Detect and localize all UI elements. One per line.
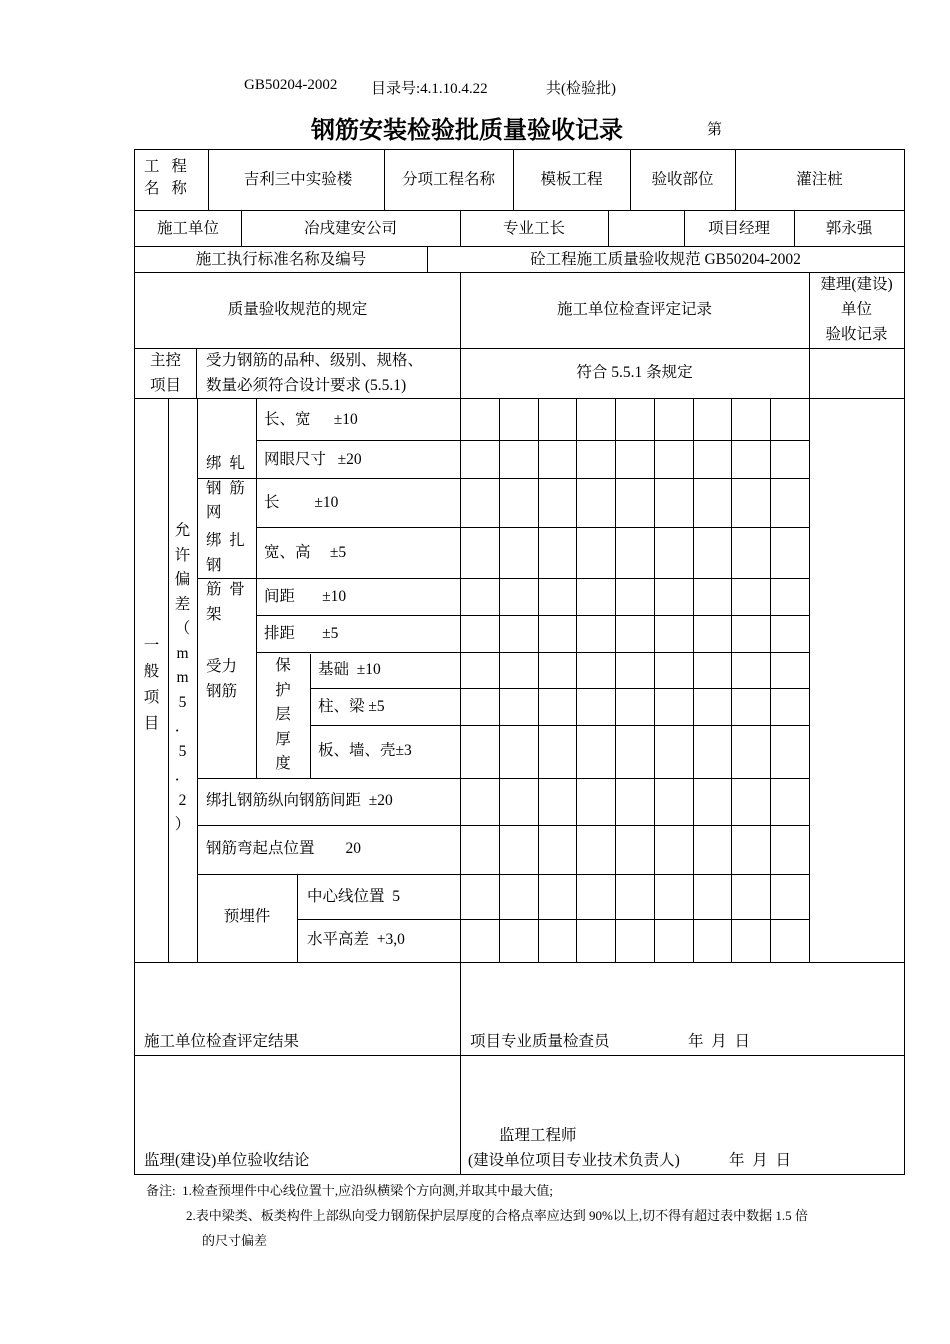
quality-inspector-label: 项目专业质量检查员: [470, 1033, 610, 1050]
mesh-opening-size: 网眼尺寸 ±20: [264, 451, 362, 468]
tech-lead-label: (建设单位项目专业技术负责人): [468, 1152, 680, 1169]
mesh-length-width: 长、宽 ±10: [264, 411, 358, 428]
h-line: [134, 272, 905, 273]
v-line: [460, 398, 461, 963]
h-line: [134, 1174, 905, 1175]
h-line: [197, 825, 810, 826]
cover-thickness-group: 保 护 层 厚 度: [275, 657, 291, 772]
catalog-number: 目录号:4.1.10.4.22: [371, 81, 488, 97]
sub-project-value: 模板工程: [540, 171, 603, 188]
main-control-label-line1: 主控: [149, 352, 181, 369]
standard-label: 施工执行标准名称及编号: [195, 251, 367, 268]
h-line: [134, 210, 905, 211]
embedded-parts-group: 预埋件: [223, 908, 271, 925]
supervising-engineer-label: 监理工程师: [499, 1127, 577, 1144]
tolerance-label: 允 许 偏 差 （ m m 5 ． 5 ． 2 ）: [174, 522, 191, 833]
v-line: [538, 398, 539, 963]
h-line: [197, 478, 810, 479]
v-line: [576, 398, 577, 963]
supervisor-conclusion-label: 监理(建设)单位验收结论: [144, 1152, 310, 1169]
acceptance-part-label: 验收部位: [651, 171, 714, 188]
spec-column-header: 质量验收规范的规定: [227, 301, 368, 318]
rebar-spacing: 间距 ±10: [264, 588, 347, 605]
h-line: [134, 149, 905, 150]
project-name-label: 工 程 名 称: [144, 158, 191, 197]
cover-foundation: 基础 ±10: [318, 661, 381, 678]
h-line: [256, 527, 810, 528]
cover-column-beam: 柱、梁 ±5: [318, 698, 385, 715]
v-line: [809, 398, 810, 963]
skeleton-width-height: 宽、高 ±5: [264, 544, 347, 561]
contractor-value: 冶戌建安公司: [303, 220, 397, 237]
acceptance-part-value: 灌注桩: [796, 171, 843, 188]
v-line: [197, 398, 198, 963]
v-line: [654, 398, 655, 963]
v-line: [499, 398, 500, 963]
h-line: [134, 246, 905, 247]
h-line: [256, 615, 810, 616]
h-line: [256, 440, 810, 441]
page-label: 第: [707, 122, 723, 138]
v-line: [196, 348, 197, 399]
v-line: [310, 654, 311, 779]
h-line: [134, 962, 905, 963]
v-line: [693, 398, 694, 963]
tied-skeleton-group: 绑 扎 钢 筋 骨 架: [206, 532, 245, 623]
h-line: [256, 652, 810, 653]
main-control-requirement-line2: 数量必须符合设计要求 (5.5.1): [206, 377, 407, 394]
load-rebar-group: 受力 钢筋: [206, 658, 238, 700]
batch-total: 共(检验批): [546, 81, 616, 97]
embedded-level-difference: 水平高差 +3,0: [307, 931, 405, 948]
h-line: [310, 688, 810, 689]
main-control-requirement-line1: 受力钢筋的品种、级别、规格、: [206, 352, 424, 369]
v-line: [460, 962, 461, 1175]
supervisor-header-line1: 建理(建设): [820, 276, 893, 293]
h-line: [297, 919, 810, 920]
h-line: [197, 778, 810, 779]
contractor-record-header: 施工单位检查评定记录: [556, 301, 712, 318]
h-line: [197, 578, 810, 579]
v-line: [208, 149, 209, 211]
main-control-record: 符合 5.5.1 条规定: [576, 364, 693, 381]
manager-label: 项目经理: [707, 220, 770, 237]
engineer-date: 年 月 日: [729, 1152, 792, 1169]
h-line: [134, 1055, 905, 1056]
contractor-label: 施工单位: [156, 220, 219, 237]
project-name-value: 吉利三中实验楼: [243, 171, 353, 188]
contractor-result-label: 施工单位检查评定结果: [144, 1033, 300, 1050]
standard-value: 砼工程施工质量验收规范 GB50204-2002: [530, 251, 801, 268]
sub-project-label: 分项工程名称: [401, 171, 495, 188]
note-1: 备注: 1.检查预埋件中心线位置十,应沿纵横梁个方向测,并取其中最大值;: [146, 1183, 553, 1198]
v-line: [608, 210, 609, 247]
v-line: [904, 149, 905, 1175]
inspector-date: 年 月 日: [688, 1033, 751, 1050]
general-items-label: 一 般 项 目: [143, 637, 160, 732]
manager-value: 郭永强: [825, 220, 873, 237]
tied-mesh-group: 绑 轧 钢 筋 网: [206, 455, 245, 521]
h-line: [197, 874, 810, 875]
main-control-label-line2: 项目: [149, 377, 181, 394]
h-line: [134, 398, 905, 399]
v-line: [615, 398, 616, 963]
note-3: 的尺寸偏差: [202, 1233, 268, 1248]
supervisor-header-line3: 验收记录: [825, 326, 888, 343]
skeleton-length: 长 ±10: [264, 494, 339, 511]
bend-point-position: 钢筋弯起点位置 20: [206, 840, 362, 857]
stirrup-spacing: 绑扎钢筋纵向钢筋间距 ±20: [206, 792, 393, 809]
standard-code: GB50204-2002: [244, 77, 338, 93]
v-line: [731, 398, 732, 963]
supervisor-header-line2: 单位: [840, 301, 872, 318]
foreman-label: 专业工长: [502, 220, 565, 237]
page-title: 钢筋安装检验批质量验收记录: [311, 116, 623, 144]
note-2: 2.表中梁类、板类构件上部纵向受力钢筋保护层厚度的合格点率应达到 90%以上,切不得有超过表中数据 1.5 倍: [186, 1208, 808, 1223]
v-line: [770, 398, 771, 963]
h-line: [310, 725, 810, 726]
rebar-row-spacing: 排距 ±5: [264, 625, 339, 642]
embedded-center-line: 中心线位置 5: [307, 888, 401, 905]
cover-slab-wall-shell: 板、墙、壳±3: [318, 742, 412, 759]
